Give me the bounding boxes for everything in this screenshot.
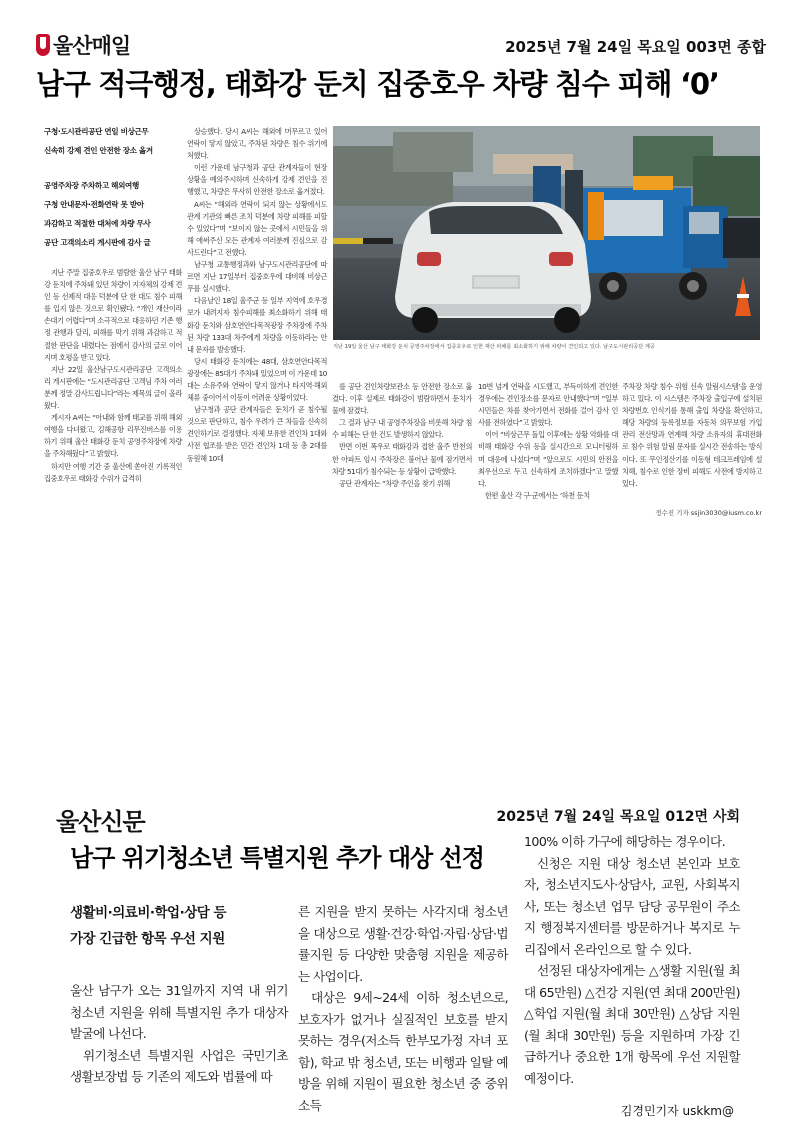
paragraph: 대상은 9세~24세 이하 청소년으로, 보호자가 없거나 실질적인 보호를 받지 못하는 경우(저소득 한부모가정 자녀 포함), 학교 밖 청소년, 또는 비행과 일탈 예방을 위해 지원이 필요한 청소년 중 중위소득 — [298, 990, 508, 1113]
paragraph: 신청은 지원 대상 청소년 본인과 보호자, 청소년지도사·상담사, 교원, 사회복지사, 또는 청소년 업무 담당 공무원이 주소지 행정복지센터를 방문하거나 복지로 누리집에서 온라인으로 할 수 있다. — [524, 855, 740, 957]
subhead: 구청·도시관리공단 연일 비상근무 — [44, 127, 149, 136]
photo-caption: 지난 19일 울산 남구 태화강 둔치 공영주차장에서 집중호우로 인한 재산 피해를 최소화하기 위해 차량이 견인되고 있다. 남구도시관리공단 제공 — [333, 344, 655, 350]
body-column — [332, 381, 472, 490]
article-ulsan-maeil — [0, 0, 800, 540]
subheads — [44, 126, 184, 248]
paragraph: 남구청 교통행정과와 남구도시관리공단에 따르면 지난 17일부터 집중호우에 대비해 비상근무를 실시했다. — [187, 260, 327, 294]
subhead: 생활비·의료비·학업·상담 등 — [70, 905, 227, 921]
body-column — [44, 267, 182, 485]
paragraph: 주차장 차량 침수 위험 신속 알림시스템’을 운영하고 있다. 이 시스템은 주차장 출입구에 설치된 차량번호 인식기를 통해 출입 차량을 확인하고, 해당 차량의 등록정보를 자동차 의무보험 가입관리 전산망과 연계해 차량 소유자의 휴대전화로 침수 위험 알림 문자를 실시간 전송하는 방식이다. 또 무인정산기를 이동형 테크프레임에 설치해, 침수로 인한 장비 피해도 사전에 방지하고 있다. — [622, 382, 762, 488]
headline: 남구 위기청소년 특별지원 추가 대상 선정 — [70, 844, 484, 872]
body-column — [478, 381, 618, 502]
ulsan-maeil-logo-icon — [36, 34, 50, 56]
dateline: 2025년 7월 24일 목요일 003면 종합 — [505, 38, 766, 56]
body-column — [187, 126, 327, 465]
paragraph: 공단 관계자는 “차량 주인을 찾기 위해 — [339, 478, 450, 488]
paragraph: 다음날인 18일 울주군 등 일부 지역에 호우경보가 내려지자 침수피해를 최소화하기 위해 태화강 둔치와 삼호연안다목적광장 주차장에 주차된 차량 133대 차주에게 차량을 이동하라는 안내 문자를 발송했다. — [187, 296, 327, 354]
body-column — [298, 901, 508, 1116]
paragraph: 지난 22일 울산남구도시관리공단 고객의소리 게시판에는 “도시관리공단 고객님 주차 여러분께 정말 감사드립니다”라는 제목의 글이 올라왔다. — [44, 364, 182, 411]
body-column — [70, 980, 288, 1088]
paragraph: 이어 “비상근무 돌입 이후에는 상황 악화를 대비해 태화강 수위 등을 실시간으로 모니터링하며 대응에 나섰다”며 “앞으로도 시민의 안전을 최우선으로 두고 신속하게 조치하겠다”고 말했다. — [478, 430, 618, 488]
dateline: 2025년 7월 24일 목요일 012면 사회 — [496, 809, 740, 825]
subhead: 공단 고객의소리 게시판에 감사 글 — [44, 238, 151, 247]
paragraph: 게시자 A씨는 “아내와 함께 태교를 위해 해외여행을 다녀왔고, 김해공항 리무진버스를 이용하기 위해 울산 태화강 둔치 공영주차장에 차량을 주차해뒀다”고 밝혔다. — [44, 413, 182, 459]
subheads — [70, 900, 290, 952]
paragraph: 하지만 여행 기간 중 울산에 쏟아진 기록적인 집중호우로 태화강 수위가 급격히 — [44, 461, 182, 483]
headline: 남구 적극행정, 태화강 둔치 집중호우 차량 침수 피해 ‘0’ — [36, 67, 719, 101]
paragraph: 이런 가운데 남구청과 공단 관계자들이 현장 상황을 예의주시하며 신속하게 강제 견인을 진행했고, 차량은 무사히 안전한 장소로 옮겨졌다. — [187, 163, 327, 197]
paragraph: A씨는 “해외라 연락이 되지 않는 상황에서도 관계 기관의 빠른 조치 덕분에 차량 피해를 피할 수 있었다”며 “보이지 않는 곳에서 시민들을 위해 애써주신 모든 관계자 여러분께 진심으로 감사드린다”고 전했다. — [187, 199, 327, 257]
paragraph: 선정된 대상자에게는 △생활 지원(월 최대 65만원) △건강 지원(연 최대 200만원) △학업 지원(월 최대 30만원) △상담 지원(월 최대 30만원) 등을 지원하며 가장 긴급하거나 중요한 1개 항목에 우선 지원할 예정이다. — [524, 963, 740, 1086]
paragraph: 당시 태화강 둔치에는 48대, 삼호연안다목적광장에는 85대가 주차돼 있었으며 이 가운데 10대는 소유주와 연락이 닿지 않거나 타지역·해외 체류 중이어서 이동이 어려운 상황이었다. — [187, 356, 327, 403]
paragraph: 그 결과 남구 내 공영주차장을 비롯해 차량 침수 피해는 단 한 건도 발생하지 않았다. — [332, 418, 472, 440]
paragraph: 위기청소년 특별지원 사업은 국민기초생활보장법 등 기존의 제도와 법률에 따 — [70, 1047, 288, 1084]
article-ulsan-shinmun — [0, 780, 800, 1132]
paragraph: 반면 이번 폭우로 태화강과 접한 울주 반천의 한 아파트 임시 주차장은 불어난 물에 잠기면서 차량 51대가 침수되는 등 상황이 급박했다. — [332, 442, 472, 476]
body-column — [524, 831, 740, 1089]
byline: 김경민기자 uskkm@ — [620, 1104, 734, 1118]
subhead: 과감하고 적절한 대처에 차량 무사 — [44, 219, 151, 228]
subhead: 공영주차장 주차하고 해외여행 — [44, 181, 139, 190]
tow-truck-photo — [333, 126, 760, 340]
paragraph: 한편 울산 각 구·군에서는 ‘하천 둔치 — [485, 490, 590, 500]
paragraph: 10번 넘게 연락을 시도했고, 부득이하게 견인한 경우에는 견인장소를 문자로 안내했다”며 “일부 시민들은 차를 찾아가면서 전화를 걸어 감사 인사를 전하였다”고 밝혔다. — [478, 382, 618, 428]
paragraph: 100% 이하 가구에 해당하는 경우이다. — [524, 834, 725, 849]
paragraph: 상승했다. 당시 A씨는 해외에 머무르고 있어 연락이 닿지 않았고, 주차된 차량은 침수 위기에 처했다. — [187, 127, 327, 161]
subhead: 신속히 강제 견인 안전한 장소 옮겨 — [44, 146, 153, 155]
body-column — [622, 381, 762, 490]
paragraph: 남구청과 공단 관계자들은 둔치가 곧 침수될 것으로 판단하고, 침수 우려가 큰 차들을 신속히 견인하기로 결정했다. 자체 보유한 견인차 1대와 사전 협조를 받은 민간 견인차 1대 등 총 2대를 동원해 10대 — [187, 405, 327, 463]
subhead: 구청 안내문자·전화연락 못 받아 — [44, 200, 144, 209]
newspaper-name: 울산매일 — [53, 34, 131, 58]
byline: 정수진 기자 ssjin3030@iusm.co.kr — [655, 509, 762, 517]
paragraph: 른 지원을 받지 못하는 사각지대 청소년을 대상으로 생활·건강·학업·자립·상담·법률지원 등 다양한 맞춤형 지원을 제공하는 사업이다. — [298, 904, 508, 984]
newspaper-name: 울산신문 — [56, 808, 145, 836]
newspaper-logo — [36, 30, 130, 60]
news-photo — [333, 126, 760, 340]
paragraph: 를 공단 견인차량보관소 등 안전한 장소로 옮겼다. 이후 실제로 태화강이 범람하면서 둔치가 물에 잠겼다. — [332, 382, 472, 416]
subhead: 가장 긴급한 항목 우선 지원 — [70, 931, 225, 947]
paragraph: 울산 남구가 오는 31일까지 지역 내 위기청소년 지원을 위해 특별지원 추가 대상자 발굴에 나선다. — [70, 983, 288, 1041]
paragraph: 지난 주말 집중호우로 범람한 울산 남구 태화강 둔치에 주차돼 있던 차량이 지자체의 강제 견인 등 선제적 대응 덕분에 단 한 대도 침수 피해를 입지 않은 것으로 확인됐다. “개인 재산이라 손대기 어렵다”며 소극적으로 대응하던 기존 행정 관행과 달리, 피해를 막기 위해 과감하고 적절한 판단을 내렸다는 점에서 감사의 글로 이어지며 호평을 받고 있다. — [44, 268, 182, 362]
